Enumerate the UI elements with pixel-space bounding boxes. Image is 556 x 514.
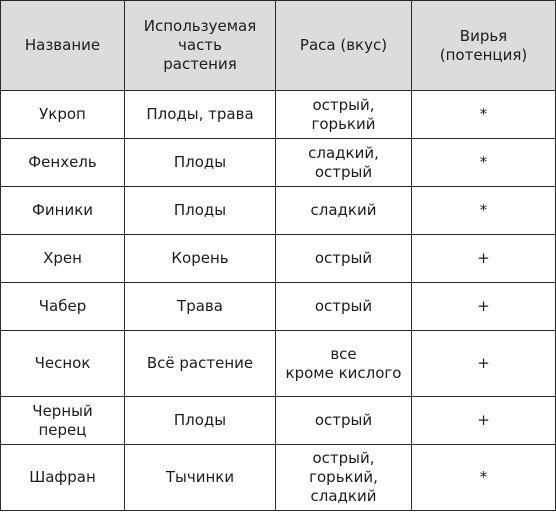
cell-plant-part: Трава <box>125 283 276 331</box>
cell-rasa: острый, горький <box>276 91 412 139</box>
cell-rasa: сладкий, острый <box>276 139 412 187</box>
cell-name: Черный перец <box>1 397 125 445</box>
table-row <box>1 139 556 187</box>
cell-virya: * <box>412 187 556 235</box>
cell-virya: * <box>412 91 556 139</box>
cell-plant-part: Плоды, трава <box>125 91 276 139</box>
cell-virya: * <box>412 139 556 187</box>
cell-name: Чеснок <box>1 331 125 397</box>
table-row <box>1 445 556 511</box>
table-row <box>1 91 556 139</box>
cell-name: Хрен <box>1 235 125 283</box>
cell-name: Укроп <box>1 91 125 139</box>
table-body <box>1 91 556 511</box>
table-row <box>1 283 556 331</box>
table-row <box>1 397 556 445</box>
cell-virya: + <box>412 331 556 397</box>
cell-name: Фенхель <box>1 139 125 187</box>
cell-virya: + <box>412 283 556 331</box>
cell-plant-part: Корень <box>125 235 276 283</box>
header-rasa: Раса (вкус) <box>276 1 412 91</box>
cell-name: Финики <box>1 187 125 235</box>
cell-name: Шафран <box>1 445 125 511</box>
cell-plant-part: Тычинки <box>125 445 276 511</box>
header-plant-part: Используемая часть растения <box>125 1 276 91</box>
table-row <box>1 331 556 397</box>
header-name: Название <box>1 1 125 91</box>
cell-rasa: острый <box>276 397 412 445</box>
cell-rasa: сладкий <box>276 187 412 235</box>
cell-rasa: острый <box>276 235 412 283</box>
table-row <box>1 235 556 283</box>
cell-plant-part: Плоды <box>125 139 276 187</box>
cell-plant-part: Плоды <box>125 397 276 445</box>
cell-name: Чабер <box>1 283 125 331</box>
cell-rasa: все кроме кислого <box>276 331 412 397</box>
cell-rasa: острый, горький, сладкий <box>276 445 412 511</box>
cell-plant-part: Плоды <box>125 187 276 235</box>
header-virya: Вирья (потенция) <box>412 1 556 91</box>
cell-virya: + <box>412 235 556 283</box>
header-row <box>1 1 556 91</box>
table-row <box>1 187 556 235</box>
table-header <box>1 1 556 91</box>
cell-virya: * <box>412 445 556 511</box>
cell-virya: + <box>412 397 556 445</box>
cell-rasa: острый <box>276 283 412 331</box>
cell-plant-part: Всё растение <box>125 331 276 397</box>
